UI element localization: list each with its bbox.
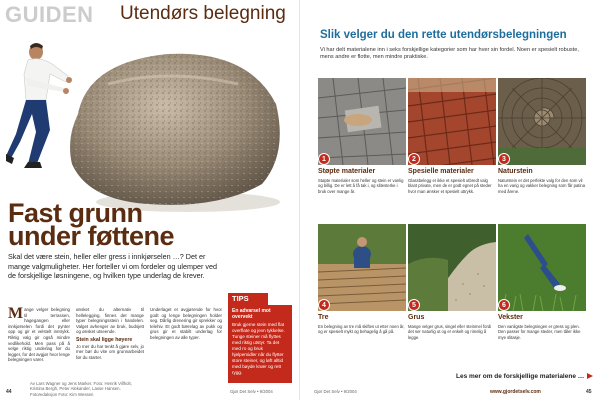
website-url[interactable]: www.gjordetselv.com (490, 389, 541, 395)
natural-stone-photo (498, 78, 586, 165)
read-more-link[interactable] (456, 373, 593, 380)
drop-cap: M (8, 305, 24, 322)
tile-number-1: 1 (318, 153, 330, 165)
body-subhead: Stein skal ligge høyere (76, 336, 133, 343)
tile-title-3: Naturstein (498, 168, 533, 175)
man-pushing-stone-illustration (0, 26, 290, 206)
page-number-right: 45 (586, 389, 592, 395)
tile-text-4: En belegning av tre må skiftes ut etter noen år, og er spesielt mykt og behagelig å gå på. (318, 324, 405, 335)
tile-number-3: 3 (498, 153, 510, 165)
section-title: Utendørs belegning (120, 3, 286, 24)
tile-text-5: Mange velger grus, singel eller steinmel fordi det ser naturlig ut og er enkelt og rimelig å legge. (408, 324, 492, 340)
arrow-right-icon (587, 373, 593, 379)
tile-title-1: Støpte materialer (318, 168, 376, 175)
photo-credit: Av Lars Wagner og Jens Marker. Foto: Henrik Villholt, Kristina Bergh, Peter Alekander, Lasse Hansen. Fotoredaksjon Foto: Kim Wessen (30, 381, 132, 397)
tile-title-2: Spesielle materialer (408, 168, 474, 175)
article-headline (8, 198, 174, 251)
body-column-2 (76, 307, 144, 360)
tile-text-3: Naturstein er det perfekte valg for den som vil ha en varig og vakker belegning som får patina med årene. (498, 178, 586, 194)
tile-number-2: 2 (408, 153, 420, 165)
tips-tab: TIPS (228, 293, 268, 305)
body-column-2-text2: Jo mer du har tenkt å gjøre selv, jo mer bør du vite om grunnarbeidet før du starter. (76, 343, 144, 360)
tips-title: En advarsel mot overvekt (232, 308, 271, 320)
tile-text-2: Glassbelegg er ikke et spesielt utbredt valg blant private, men de er godt egnet på steder hvor man ønsker et spesielt uttrykk. (408, 178, 492, 194)
tile-title-4: Tre (318, 314, 329, 321)
tips-box (228, 305, 292, 383)
tile-number-6: 6 (498, 299, 510, 311)
headline-line-2: under føttene (8, 221, 174, 251)
special-materials-photo (408, 78, 496, 165)
plants-photo (498, 224, 586, 311)
tile-number-5: 5 (408, 299, 420, 311)
magazine-issue-left: Gjør Det Selv • 9/2004 (230, 389, 273, 394)
magazine-issue-right: Gjør Det Selv • 9/2004 (314, 389, 357, 394)
body-column-2-text: ønsket du alternativ til hellelegging, finnes det mange typer belegningsstein i handelen. Valget avhenger av bruk, budsjett og ønsket utseende. (76, 307, 144, 335)
body-column-3: Underlaget er avgjørende for hvor godt og lenge belegningen holder seg. Dårlig drenering gir sprekker og telehiv. Et godt bærelag av pukk og grus gir et stabilt underlag for belegningen av alle typer. (150, 307, 222, 340)
wood-photo (318, 224, 406, 311)
tile-text-1: Støpte materialer som heller og stein er vanlig og billig. De er lett å få tak i, og slitesterke i bruk over mange år. (318, 178, 404, 194)
body-column-1 (8, 307, 70, 363)
tile-text-6: Den vanligste belegningen er gress og plen. Den passer for mange steder, men tåler ikke mye slitasje. (498, 324, 581, 340)
right-page-title: Slik velger du den rette utendørsbelegningen (320, 29, 567, 41)
headline-line-1: Fast grunn (8, 198, 143, 228)
cast-materials-photo (318, 78, 406, 165)
body-column-1-text: ange velger belegning til terrassen, hagegangen eller innkjørselen fordi det pynter opp og gir et velstelt inntrykk. Riktig valg gir også mindre vedlikehold. Men pass på å velge riktig underlag før du legger, for det avgjør hvor lenge belegningen varer. (8, 307, 70, 363)
page-number-left: 44 (6, 389, 12, 395)
gravel-photo (408, 224, 496, 311)
boulder-image (48, 44, 288, 214)
read-more-text: Les mer om de forskjellige materialene … (456, 373, 585, 380)
man-figure-image (6, 34, 76, 174)
tips-text: Bruk gjerne stein med flat overflate og jevn tykkelse. Tunge steiner må flyttes med riktig utstyr. Ta det med ro og bruk hjelpemidler når du flytter store steiner, og løft alltid med bøyde knær og rett rygg. (232, 322, 285, 375)
section-label: GUIDEN (5, 2, 94, 27)
tile-title-6: Vekster (498, 314, 523, 321)
tile-number-4: 4 (318, 299, 330, 311)
tile-title-5: Grus (408, 314, 425, 321)
right-page-intro: Vi har delt materialene inn i seks forskjellige kategorier som har hver sin fordel. Noen er spesielt robuste, mens andre er flotte, men mindre praktiske. (320, 47, 579, 61)
article-ingress: Skal det være stein, heller eller gress i innkjørselen …? Det er mange valgmuligheter. Her forteller vi om fordeler og ulemper ved de forskjellige løsningene, og hvilken type underlag de krever. (8, 252, 217, 281)
